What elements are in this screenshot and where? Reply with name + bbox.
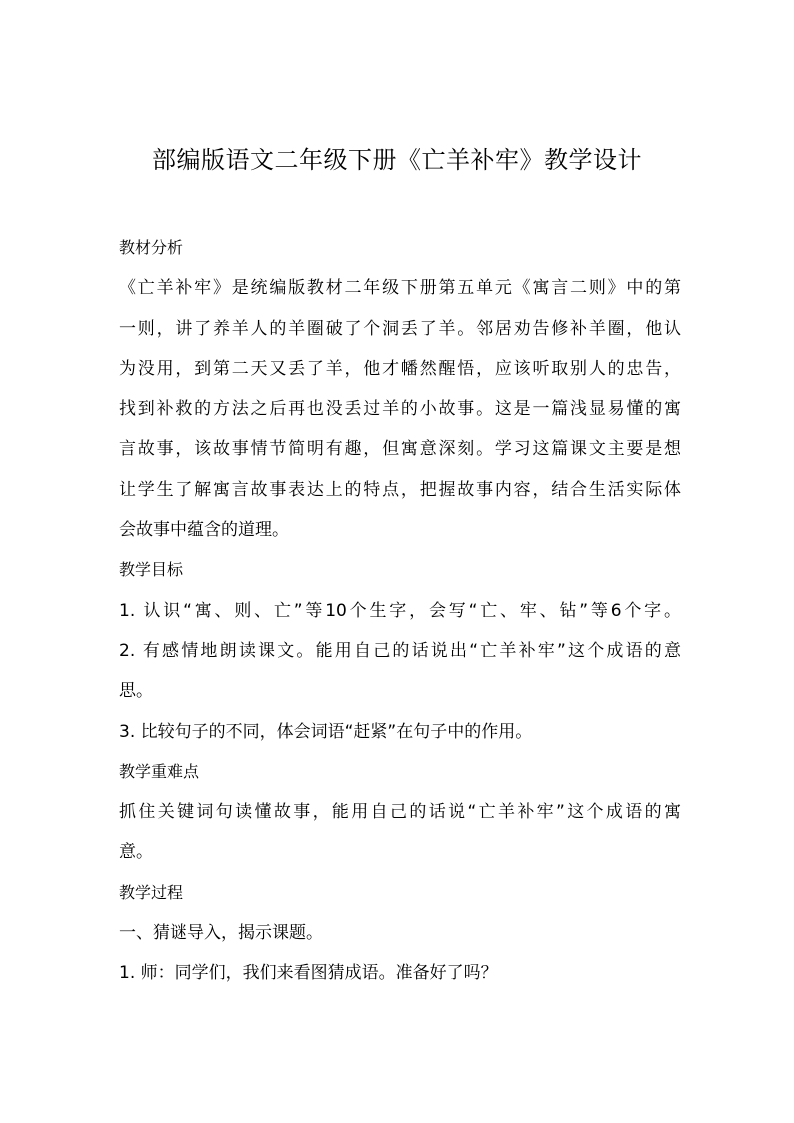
process-step-item: 1. 师：同学们，我们来看图猜成语。准备好了吗？ — [119, 963, 498, 984]
objective-item-continuation: 思。 — [119, 681, 153, 702]
paragraph-line: 一则，讲了养羊人的羊圈破了个洞丢了羊。邻居劝告修补羊圈，他认 — [119, 318, 681, 339]
objective-item: 1. 认识“寓、则、亡”等10个生字，会写“亡、牢、钻”等6个字。 — [119, 600, 681, 621]
objective-item: 3. 比较句子的不同，体会词语“赶紧”在句子中的作用。 — [119, 721, 533, 742]
process-step-heading: 一、猜谜导入，揭示课题。 — [119, 923, 323, 944]
document-body — [119, 228, 681, 994]
paragraph-line: 抓住关键词句读懂故事，能用自己的话说“亡羊补牢”这个成语的寓 — [119, 802, 681, 823]
objective-item: 2. 有感情地朗读课文。能用自己的话说出“亡羊补牢”这个成语的意 — [119, 640, 681, 661]
paragraph-line: 言故事，该故事情节简明有趣，但寓意深刻。学习这篇课文主要是想 — [119, 439, 681, 460]
paragraph-line: 《亡羊补牢》是统编版教材二年级下册第五单元《寓言二则》中的第 — [119, 278, 681, 299]
paragraph-line: 让学生了解寓言故事表达上的特点，把握故事内容，结合生活实际体 — [119, 479, 681, 500]
document-title: 部编版语文二年级下册《亡羊补牢》教学设计 — [152, 146, 642, 174]
paragraph-line: 意。 — [119, 842, 153, 863]
paragraph-line: 会故事中蕴含的道理。 — [119, 520, 289, 541]
section-heading-analysis: 教材分析 — [119, 238, 184, 257]
section-heading-objectives: 教学目标 — [119, 560, 184, 580]
paragraph-line: 为没用，到第二天又丢了羊，他才幡然醒悟，应该听取别人的忠告， — [119, 358, 681, 379]
section-heading-process: 教学过程 — [119, 882, 184, 902]
section-heading-key-points: 教学重难点 — [119, 761, 200, 781]
paragraph-line: 找到补救的方法之后再也没丢过羊的小故事。这是一篇浅显易懂的寓 — [119, 399, 681, 420]
